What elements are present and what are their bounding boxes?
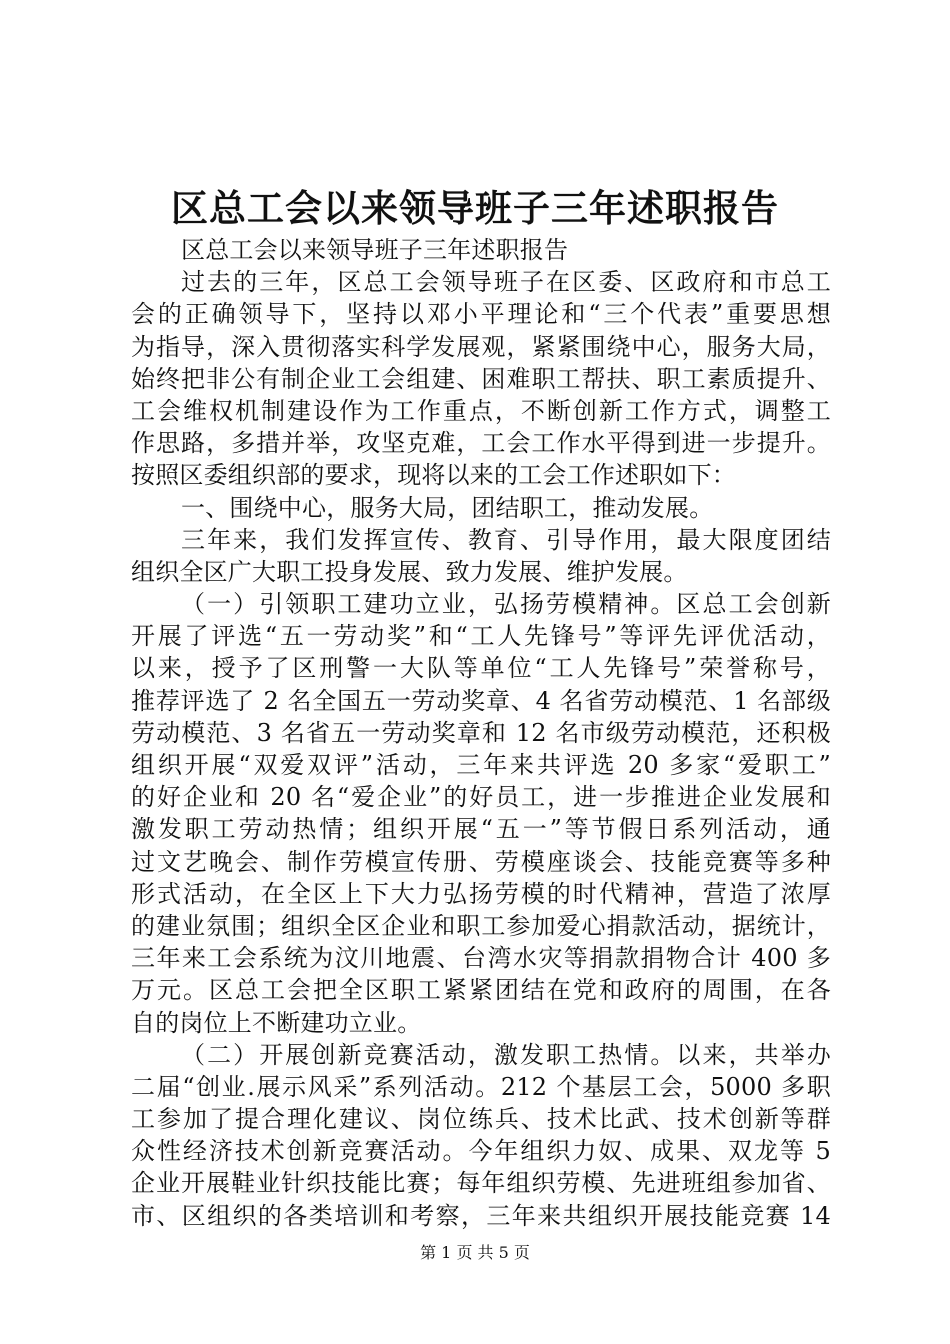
text-line: 过去的三年，区总工会领导班子在区委、区政府和市总工 <box>181 268 831 297</box>
page-footer: 第 1 页 共 5 页 <box>420 1243 530 1262</box>
text-line: 组织全区广大职工投身发展、致力发展、维护发展。 <box>131 557 688 586</box>
text-line: 为指导，深入贯彻落实科学发展观，紧紧围绕中心，服务大局， <box>131 332 831 361</box>
text-line: 二届“创业.展示风采”系列活动。212 个基层工会，5000 多职 <box>131 1072 831 1101</box>
text-line: 的建业氛围；组织全区企业和职工参加爱心捐款活动，据统计， <box>131 911 831 940</box>
text-line: 开展了评选“五一劳动奖”和“工人先锋号”等评先评优活动， <box>131 622 831 651</box>
text-line: 区总工会以来领导班子三年述职报告 <box>181 236 569 264</box>
text-line: （一）引领职工建功立业，弘扬劳模精神。区总工会创新 <box>181 590 831 619</box>
text-line: 市、区组织的各类培训和考察，三年来共组织开展技能竞赛 14 <box>131 1201 831 1230</box>
text-line: 激发职工劳动热情；组织开展“五一”等节假日系列活动，通 <box>131 815 831 844</box>
text-line: 以来，授予了区刑警一大队等单位“工人先锋号”荣誉称号， <box>131 654 831 683</box>
text-line: 万元。区总工会把全区职工紧紧团结在党和政府的周围，在各 <box>131 976 831 1005</box>
text-line: 组织开展“双爱双评”活动，三年来共评选 20 多家“爱职工” <box>131 751 831 779</box>
document-title: 区总工会以来领导班子三年述职报告 <box>171 186 779 230</box>
text-line: 三年来工会系统为汶川地震、台湾水灾等捐款捐物合计 400 多 <box>131 944 831 973</box>
text-line: 众性经济技术创新竞赛活动。今年组织力奴、成果、双龙等 5 <box>131 1137 831 1166</box>
text-line: 过文艺晚会、制作劳模宣传册、劳模座谈会、技能竞赛等多种 <box>131 847 831 876</box>
text-line: 按照区委组织部的要求，现将以来的工会工作述职如下： <box>131 461 736 490</box>
text-line: 作思路，多措并举，攻坚克难，工会工作水平得到进一步提升。 <box>131 429 831 458</box>
text-line: 的好企业和 20 名“爱企业”的好员工，进一步推进企业发展和 <box>131 783 831 812</box>
text-line: 形式活动，在全区上下大力弘扬劳模的时代精神，营造了浓厚 <box>131 879 831 908</box>
text-line: 一、围绕中心，服务大局，团结职工，推动发展。 <box>181 493 714 522</box>
text-line: 会的正确领导下，坚持以邓小平理论和“三个代表”重要思想 <box>131 300 831 329</box>
text-line: 自的岗位上不断建功立业。 <box>131 1008 422 1037</box>
text-line: （二）开展创新竞赛活动，激发职工热情。以来，共举办 <box>181 1040 831 1069</box>
text-line: 推荐评选了 2 名全国五一劳动奖章、4 名省劳动模范、1 名部级 <box>131 686 831 715</box>
text-line: 始终把非公有制企业工会组建、困难职工帮扶、职工素质提升、 <box>131 364 831 393</box>
text-line: 企业开展鞋业针织技能比赛；每年组织劳模、先进班组参加省、 <box>131 1169 831 1198</box>
document-body <box>131 234 831 1232</box>
text-line: 工会维权机制建设作为工作重点，不断创新工作方式，调整工 <box>131 396 831 425</box>
text-line: 工参加了提合理化建议、岗位练兵、技术比武、技术创新等群 <box>131 1105 831 1134</box>
text-line: 劳动模范、3 名省五一劳动奖章和 12 名市级劳动模范，还积极 <box>131 718 831 747</box>
text-line: 三年来，我们发挥宣传、教育、引导作用，最大限度团结 <box>181 525 831 554</box>
